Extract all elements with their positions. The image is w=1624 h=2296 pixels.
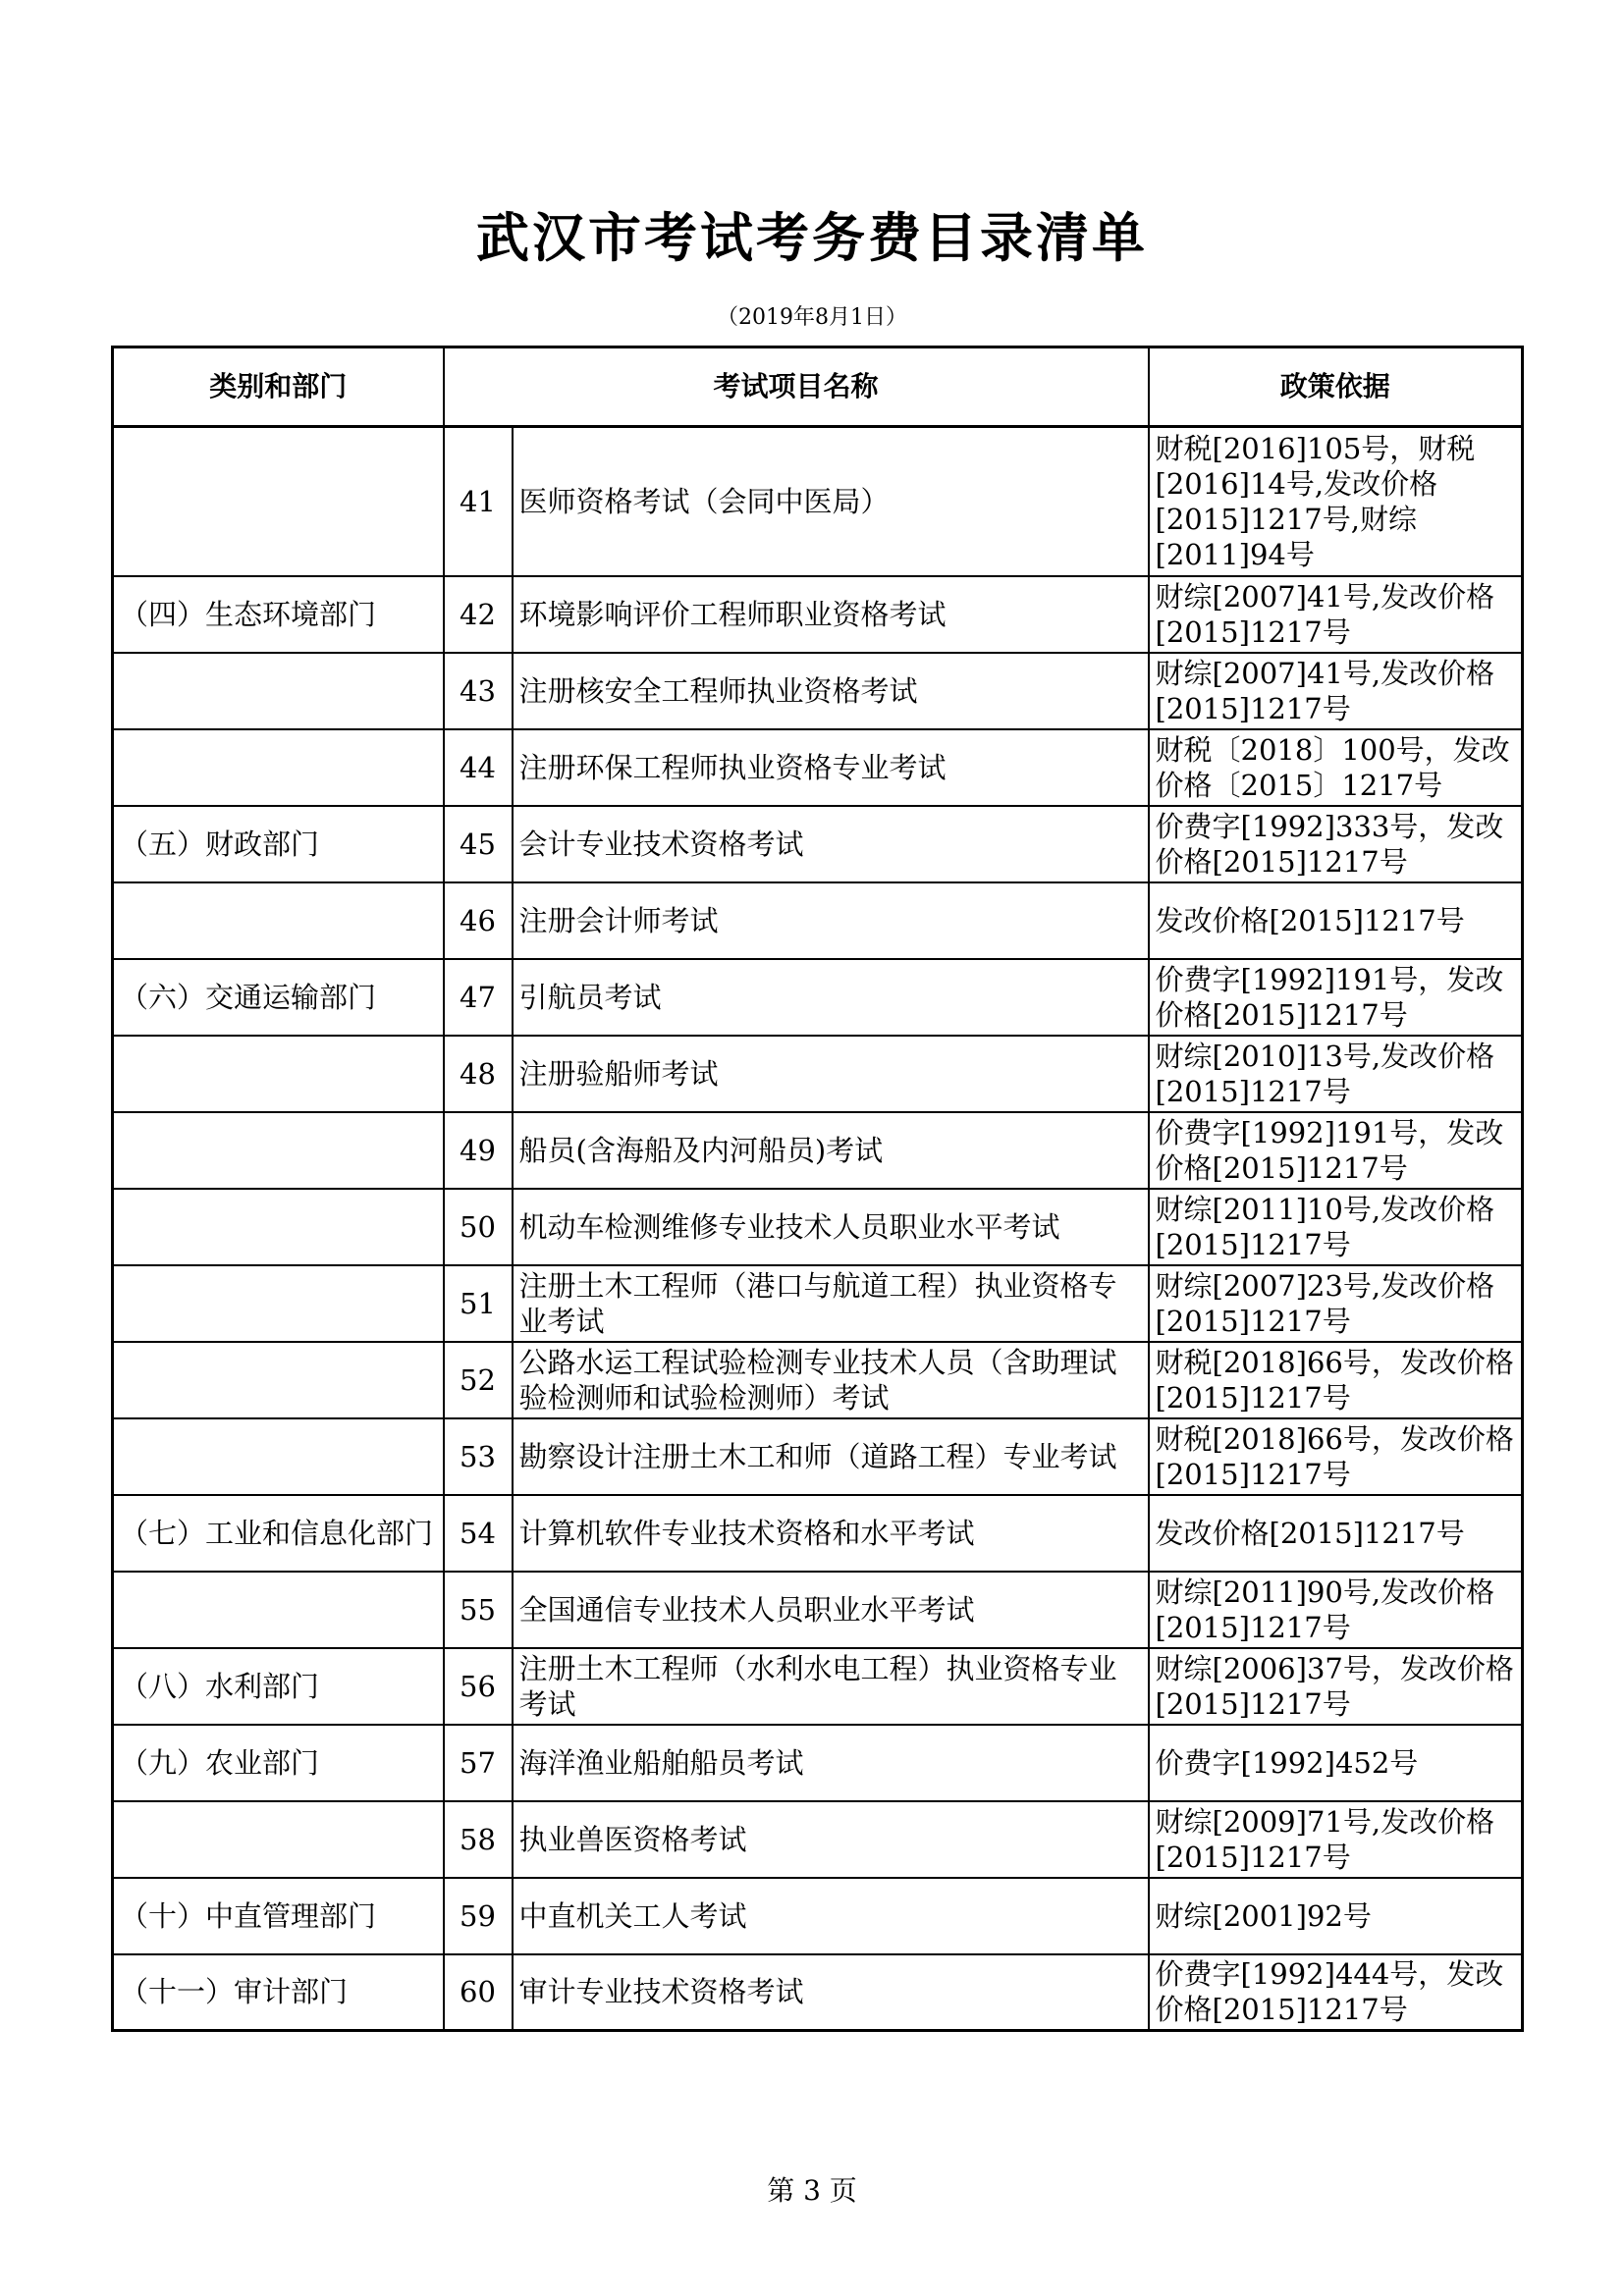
table-row: [113, 959, 1523, 1036]
policy-basis-cell: 财综[2011]10号,发改价格[2015]1217号: [1149, 1189, 1523, 1265]
dept-cell: （五）财政部门: [113, 806, 444, 882]
exam-name-cell: 注册土木工程师（水利水电工程）执业资格专业考试: [513, 1648, 1149, 1725]
policy-basis-cell: 价费字[1992]191号，发改价格[2015]1217号: [1149, 959, 1523, 1036]
table-header-row: [113, 347, 1523, 427]
exam-name-cell: 医师资格考试（会同中医局）: [513, 427, 1149, 576]
table-row: [113, 1265, 1523, 1342]
policy-basis-cell: 价费字[1992]191号，发改价格[2015]1217号: [1149, 1112, 1523, 1189]
table-row: [113, 1036, 1523, 1112]
exam-name-cell: 注册土木工程师（港口与航道工程）执业资格专业考试: [513, 1265, 1149, 1342]
table-row: [113, 1189, 1523, 1265]
policy-basis-cell: 价费字[1992]452号: [1149, 1725, 1523, 1801]
policy-basis-cell: 财综[2010]13号,发改价格[2015]1217号: [1149, 1036, 1523, 1112]
table-row: [113, 1954, 1523, 2031]
exam-name-cell: 中直机关工人考试: [513, 1878, 1149, 1954]
number-cell: 45: [444, 806, 513, 882]
dept-cell: （八）水利部门: [113, 1648, 444, 1725]
policy-basis-cell: 财税[2018]66号，发改价格[2015]1217号: [1149, 1342, 1523, 1418]
dept-cell: [113, 427, 444, 576]
number-cell: 51: [444, 1265, 513, 1342]
policy-basis-cell: 财税[2018]66号，发改价格[2015]1217号: [1149, 1418, 1523, 1495]
policy-basis-cell: 发改价格[2015]1217号: [1149, 882, 1523, 959]
number-cell: 44: [444, 729, 513, 806]
policy-basis-cell: 财综[2001]92号: [1149, 1878, 1523, 1954]
number-cell: 47: [444, 959, 513, 1036]
table-row: [113, 1418, 1523, 1495]
dept-cell: [113, 1342, 444, 1418]
exam-name-cell: 机动车检测维修专业技术人员职业水平考试: [513, 1189, 1149, 1265]
table-row: [113, 729, 1523, 806]
policy-basis-cell: 财税[2016]105号，财税[2016]14号,发改价格[2015]1217号,财综[2011]94号: [1149, 427, 1523, 576]
dept-cell: [113, 1036, 444, 1112]
policy-basis-cell: 财综[2007]41号,发改价格[2015]1217号: [1149, 653, 1523, 729]
number-cell: 49: [444, 1112, 513, 1189]
number-cell: 56: [444, 1648, 513, 1725]
policy-basis-cell: 财综[2007]23号,发改价格[2015]1217号: [1149, 1265, 1523, 1342]
page-title: 武汉市考试考务费目录清单: [476, 207, 1148, 269]
dept-cell: （四）生态环境部门: [113, 576, 444, 653]
table-row: [113, 1572, 1523, 1648]
policy-basis-cell: 财综[2009]71号,发改价格[2015]1217号: [1149, 1801, 1523, 1878]
table-row: [113, 1878, 1523, 1954]
table-body: [113, 427, 1523, 2031]
dept-cell: [113, 1189, 444, 1265]
table-row: [113, 1725, 1523, 1801]
number-cell: 54: [444, 1495, 513, 1572]
number-cell: 52: [444, 1342, 513, 1418]
dept-cell: （十）中直管理部门: [113, 1878, 444, 1954]
number-cell: 55: [444, 1572, 513, 1648]
page-number: 第 3 页: [767, 2174, 857, 2207]
exam-name-cell: 全国通信专业技术人员职业水平考试: [513, 1572, 1149, 1648]
exam-name-cell: 注册会计师考试: [513, 882, 1149, 959]
table-row: [113, 427, 1523, 576]
exam-name-cell: 环境影响评价工程师职业资格考试: [513, 576, 1149, 653]
dept-cell: [113, 1572, 444, 1648]
table-row: [113, 882, 1523, 959]
number-cell: 59: [444, 1878, 513, 1954]
number-cell: 42: [444, 576, 513, 653]
number-cell: 50: [444, 1189, 513, 1265]
exam-name-cell: 勘察设计注册土木工和师（道路工程）专业考试: [513, 1418, 1149, 1495]
dept-cell: [113, 882, 444, 959]
table-row: [113, 1112, 1523, 1189]
table-row: [113, 576, 1523, 653]
table-row: [113, 1342, 1523, 1418]
header-dept: 类别和部门: [113, 347, 444, 427]
number-cell: 57: [444, 1725, 513, 1801]
exam-name-cell: 海洋渔业船舶船员考试: [513, 1725, 1149, 1801]
dept-cell: （六）交通运输部门: [113, 959, 444, 1036]
table-row: [113, 1648, 1523, 1725]
dept-cell: （十一）审计部门: [113, 1954, 444, 2031]
policy-basis-cell: 价费字[1992]333号，发改价格[2015]1217号: [1149, 806, 1523, 882]
table-row: [113, 806, 1523, 882]
exam-name-cell: 引航员考试: [513, 959, 1149, 1036]
number-cell: 41: [444, 427, 513, 576]
dept-cell: [113, 729, 444, 806]
exam-name-cell: 注册验船师考试: [513, 1036, 1149, 1112]
number-cell: 60: [444, 1954, 513, 2031]
number-cell: 43: [444, 653, 513, 729]
number-cell: 58: [444, 1801, 513, 1878]
exam-name-cell: 公路水运工程试验检测专业技术人员（含助理试验检测师和试验检测师）考试: [513, 1342, 1149, 1418]
number-cell: 48: [444, 1036, 513, 1112]
table-row: [113, 653, 1523, 729]
exam-name-cell: 注册核安全工程师执业资格考试: [513, 653, 1149, 729]
policy-basis-cell: 价费字[1992]444号，发改价格[2015]1217号: [1149, 1954, 1523, 2031]
table-row: [113, 1801, 1523, 1878]
policy-basis-cell: 财税〔2018〕100号，发改价格〔2015〕1217号: [1149, 729, 1523, 806]
exam-name-cell: 会计专业技术资格考试: [513, 806, 1149, 882]
fee-table: [111, 346, 1524, 2032]
policy-basis-cell: 财综[2011]90号,发改价格[2015]1217号: [1149, 1572, 1523, 1648]
dept-cell: （九）农业部门: [113, 1725, 444, 1801]
policy-basis-cell: 发改价格[2015]1217号: [1149, 1495, 1523, 1572]
number-cell: 53: [444, 1418, 513, 1495]
table-row: [113, 1495, 1523, 1572]
header-exam-name: 考试项目名称: [444, 347, 1149, 427]
exam-name-cell: 船员(含海船及内河船员)考试: [513, 1112, 1149, 1189]
number-cell: 46: [444, 882, 513, 959]
dept-cell: [113, 1418, 444, 1495]
document-date: （2019年8月1日）: [717, 305, 907, 330]
dept-cell: [113, 1265, 444, 1342]
policy-basis-cell: 财综[2007]41号,发改价格[2015]1217号: [1149, 576, 1523, 653]
dept-cell: [113, 653, 444, 729]
exam-name-cell: 审计专业技术资格考试: [513, 1954, 1149, 2031]
dept-cell: [113, 1112, 444, 1189]
exam-name-cell: 计算机软件专业技术资格和水平考试: [513, 1495, 1149, 1572]
dept-cell: [113, 1801, 444, 1878]
dept-cell: （七）工业和信息化部门: [113, 1495, 444, 1572]
exam-name-cell: 注册环保工程师执业资格专业考试: [513, 729, 1149, 806]
policy-basis-cell: 财综[2006]37号，发改价格[2015]1217号: [1149, 1648, 1523, 1725]
exam-name-cell: 执业兽医资格考试: [513, 1801, 1149, 1878]
header-policy-basis: 政策依据: [1149, 347, 1523, 427]
